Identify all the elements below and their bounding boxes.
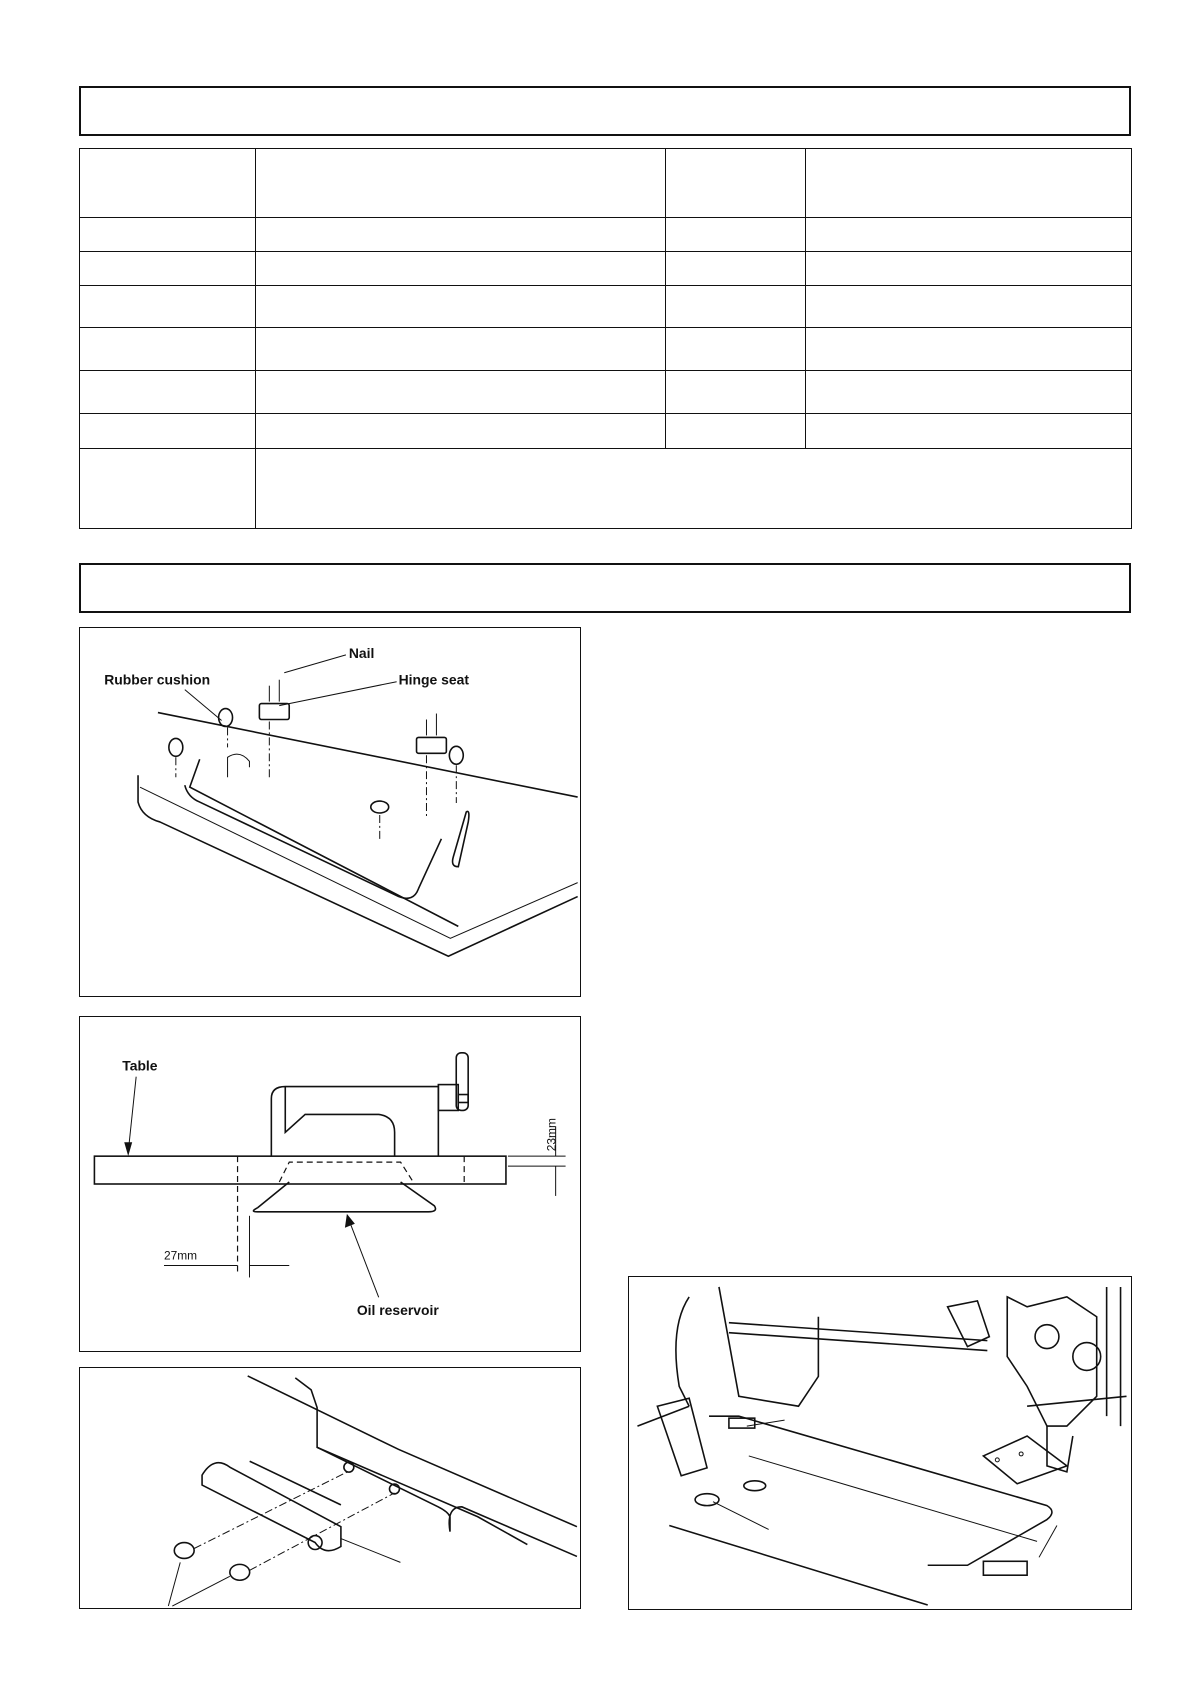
oil-reservoir-drawing [80,1017,580,1351]
table-cell [80,449,256,529]
table-cell [666,149,806,218]
table-cell [80,414,256,449]
label-table: Table [122,1057,158,1074]
figure-machine-head [628,1276,1132,1610]
table-cell [80,286,256,328]
specifications-table [79,148,1132,529]
dimension-27mm: 27mm [163,1248,198,1263]
table-row [80,414,1132,449]
table-cell [256,371,666,414]
table-cell [806,328,1132,371]
table-cell [666,328,806,371]
table-cell [256,218,666,252]
figure-table-mounting [79,627,581,997]
table-cell [256,328,666,371]
table-cell [806,252,1132,286]
table-cell [256,286,666,328]
label-oil-reservoir: Oil reservoir [356,1302,439,1319]
label-nail: Nail [348,644,375,661]
table-cell [80,371,256,414]
table-cell [256,149,666,218]
table-cell [80,328,256,371]
table-cell-wide [256,449,1132,529]
table-row [80,371,1132,414]
table-cell [666,371,806,414]
table-row [80,449,1132,529]
figure-oil-reservoir [79,1016,581,1352]
dimension-23mm: 23mm [544,1118,559,1152]
label-rubber-cushion: Rubber cushion [104,671,211,688]
figure-hinge-screws [79,1367,581,1609]
table-cell [806,149,1132,218]
table-mounting-drawing [80,628,580,996]
section-1-title-bar [79,86,1131,136]
table-cell [666,252,806,286]
table-cell [806,414,1132,449]
table-row [80,218,1132,252]
table-cell [806,218,1132,252]
table-row [80,328,1132,371]
table-cell [80,252,256,286]
table-cell [806,371,1132,414]
section-2-title-bar [79,563,1131,613]
table-row [80,252,1132,286]
table-cell [256,252,666,286]
table-cell [80,218,256,252]
table-row [80,286,1132,328]
table-cell [80,149,256,218]
table-cell [806,286,1132,328]
label-hinge-seat: Hinge seat [398,671,469,688]
table-row [80,149,1132,218]
table-cell [666,414,806,449]
table-cell [666,286,806,328]
machine-head-drawing [629,1277,1131,1609]
table-cell [666,218,806,252]
table-cell [256,414,666,449]
hinge-screws-drawing [80,1368,580,1608]
